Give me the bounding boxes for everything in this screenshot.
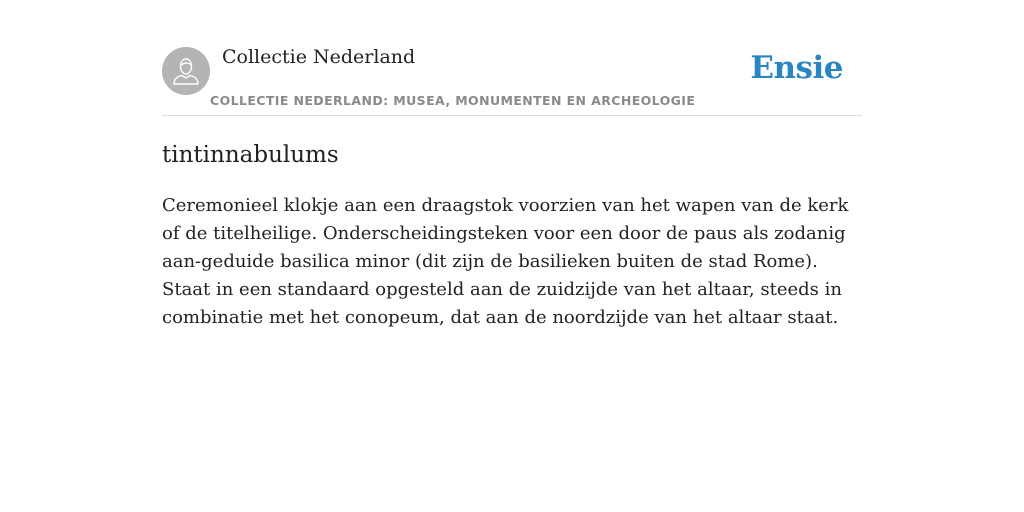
author-name[interactable]: Collectie Nederland — [222, 46, 416, 68]
card-header — [162, 40, 862, 116]
ensie-logo[interactable]: Ensie — [750, 50, 843, 86]
entry-definition: Ceremonieel klokje aan een draagstok voorzien van het wapen van de kerk of de titelheilige. Onderscheidingsteken voor een door de paus als zodanig aan-geduide basilica minor (dit zijn de basilieken buiten de stad Rome). Staat in een standaard opgesteld aan de zuidzijde van het altaar, steeds in combinatie met het conopeum, dat aan de noordzijde van het altaar staat. — [162, 195, 849, 328]
definition-card — [162, 40, 862, 332]
source-label[interactable]: COLLECTIE NEDERLAND: MUSEA, MONUMENTEN EN ARCHEOLOGIE — [210, 93, 696, 108]
entry-title: tintinnabulums — [162, 142, 339, 168]
user-avatar-icon[interactable] — [162, 47, 210, 95]
